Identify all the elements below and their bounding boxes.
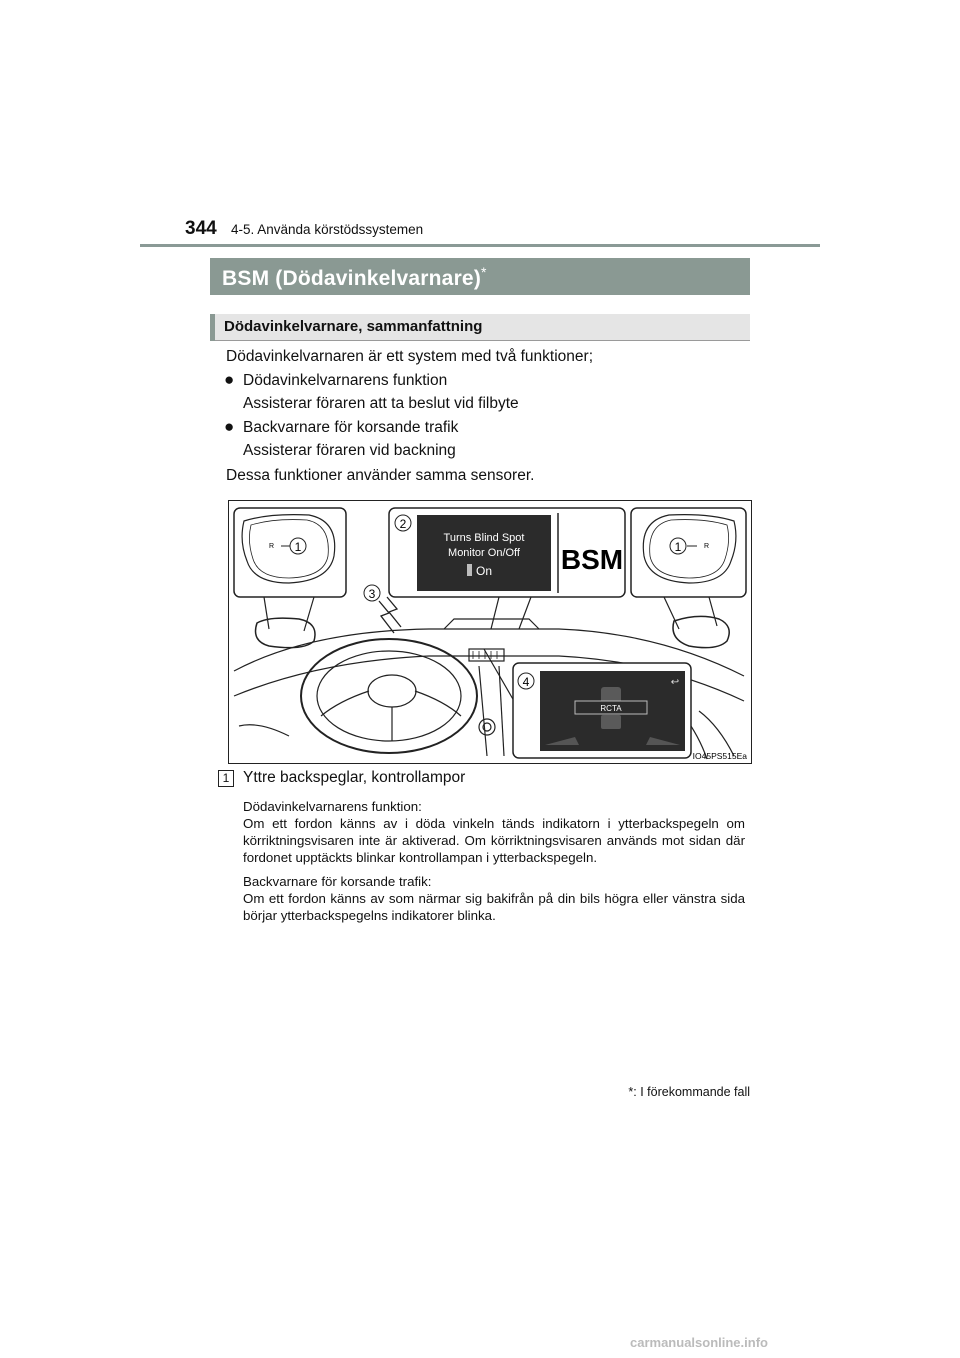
callout-1-left: 1 — [294, 540, 302, 554]
bullet-title: Dödavinkelvarnarens funktion — [243, 372, 448, 389]
bullet-icon: ● — [224, 370, 235, 389]
bsm-switch-label: BSM — [560, 544, 624, 575]
subheading-bar — [210, 314, 750, 341]
footnote-text: : I förekommande fall — [633, 1085, 750, 1099]
page-number: 344 — [185, 218, 217, 239]
bullet-title: Backvarnare för korsande trafik — [243, 419, 459, 436]
caption-number: 1 — [218, 770, 234, 787]
callout-1-right: 1 — [674, 540, 682, 554]
intro-text: Dödavinkelvarnaren är ett system med två funktioner; — [226, 348, 594, 365]
paragraph-heading: Dödavinkelvarnarens funktion: — [243, 799, 422, 814]
paragraph-rcta — [243, 873, 745, 924]
paragraph-text: Om ett fordon känns av som närmar sig bakifrån på din bils högra eller vänstra sida börjar ytterbackspegelns indikatorer blinka. — [243, 891, 745, 923]
footnote — [540, 1085, 750, 1099]
callout-2: 2 — [399, 517, 407, 531]
asterisk-mark: * — [481, 264, 487, 280]
header-divider — [140, 244, 820, 247]
section-title: 4-5. Använda körstödssystemen — [231, 222, 424, 237]
bsm-illustration — [228, 500, 752, 764]
paragraph-bsm — [243, 798, 745, 866]
paragraph-heading: Backvarnare för korsande trafik: — [243, 874, 432, 889]
mirror-indicator-left: R — [269, 543, 275, 550]
bullet-desc: Assisterar föraren vid backning — [243, 442, 456, 459]
subheading: Dödavinkelvarnare, sammanfattning — [224, 318, 483, 335]
watermark: carmanualsonline.info — [630, 1335, 768, 1350]
bullet-desc: Assisterar föraren att ta beslut vid filbyte — [243, 395, 519, 412]
rcta-label: RCTA — [600, 704, 622, 713]
figure-id: IO45PS515Ea — [692, 751, 747, 761]
svg-text:↩: ↩ — [670, 677, 680, 688]
caption-text: Yttre backspeglar, kontrollampor — [243, 769, 466, 786]
title-bar — [210, 258, 750, 295]
display-state: On — [476, 564, 493, 578]
outro-text: Dessa funktioner använder samma sensorer. — [226, 467, 535, 484]
callout-4: 4 — [522, 675, 530, 689]
page-title: BSM (Dödavinkelvarnare)* — [222, 264, 487, 290]
callout-3: 3 — [368, 587, 376, 601]
mirror-indicator-right: R — [704, 543, 710, 550]
display-line-2: Monitor On/Off — [448, 547, 520, 559]
display-line-1: Turns Blind Spot — [443, 532, 525, 544]
bullet-icon: ● — [224, 417, 235, 436]
dashboard-drawing — [229, 501, 751, 763]
footnote-asterisk: * — [628, 1085, 634, 1099]
subheading-accent — [210, 314, 215, 341]
paragraph-text: Om ett fordon känns av i döda vinkeln tänds indikatorn i ytterbackspegeln om körriktningsvisaren inte är aktiverad. Om körriktningsvisaren används mot sidan där fordonet upptäckts blinkar kontrollampan i ytterbackspegeln. — [243, 816, 745, 865]
